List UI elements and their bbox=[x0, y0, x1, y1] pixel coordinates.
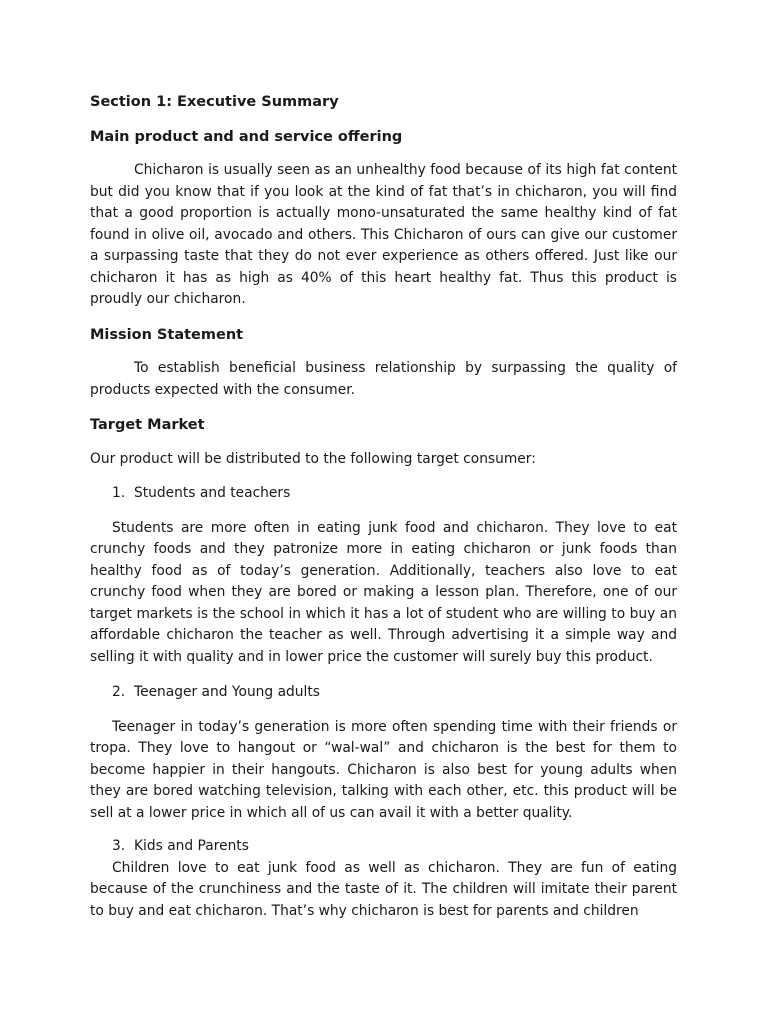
list-item-number: 2. bbox=[112, 684, 126, 700]
list-item-title: Kids and Parents bbox=[134, 838, 249, 854]
main-product-heading: Main product and and service offering bbox=[90, 128, 403, 145]
document-page bbox=[90, 92, 677, 922]
mission-paragraph: To establish beneficial business relationship by surpassing the quality of products expected with the consumer. bbox=[90, 360, 677, 398]
target-market-intro: Our product will be distributed to the following target consumer: bbox=[90, 450, 536, 467]
list-item-title: Teenager and Young adults bbox=[134, 684, 320, 700]
list-item-paragraph: Students are more often in eating junk food and chicharon. They love to eat crunchy foods and they patronize more in eating chicharon or junk foods than healthy food as of today’s generation. Additionally, teachers also love to eat crunchy food when they are bored or making a lesson plan. Therefore, one of our target markets is the school in which it has a lot of student who are willing to buy an affordable chicharon the teacher as well. Through advertising it a simple way and selling it with quality and in lower price the customer will surely buy this product. bbox=[90, 519, 677, 665]
section-title: Section 1: Executive Summary bbox=[90, 94, 339, 110]
list-item-paragraph: Children love to eat junk food as well as chicharon. They are fun of eating because of the crunchiness and the taste of it. The children will imitate their parent to buy and eat chicharon. That’s why chicharon is best for parents and children bbox=[90, 859, 677, 919]
list-item-paragraph: Teenager in today’s generation is more often spending time with their friends or tropa. They love to hangout or “wal-wal” and chicharon is the best for them to become happier in their hangouts. Chicharon is also best for young adults when they are bored watching television, talking with each other, etc. this product will be sell at a lower price in which all of us can avail it with a better quality. bbox=[90, 718, 677, 821]
list-item-number: 1. bbox=[112, 485, 126, 501]
mission-heading: Mission Statement bbox=[90, 326, 244, 343]
list-item-title: Students and teachers bbox=[134, 485, 291, 501]
list-item-number: 3. bbox=[112, 838, 126, 854]
list-item bbox=[90, 836, 677, 858]
list-item bbox=[90, 483, 677, 505]
main-product-paragraph: Chicharon is usually seen as an unhealthy food because of its high fat content but did you know that if you look at the kind of fat that’s in chicharon, you will find that a good proportion is actually mono-unsaturated the same healthy kind of fat found in olive oil, avocado and others. This Chicharon of ours can give our customer a surpassing taste that they do not ever experience as others offered. Just like our chicharon it has as high as 40% of this heart healthy fat. Thus this product is proudly our chicharon. bbox=[90, 162, 677, 307]
target-market-heading: Target Market bbox=[90, 417, 205, 433]
list-item bbox=[90, 682, 677, 704]
